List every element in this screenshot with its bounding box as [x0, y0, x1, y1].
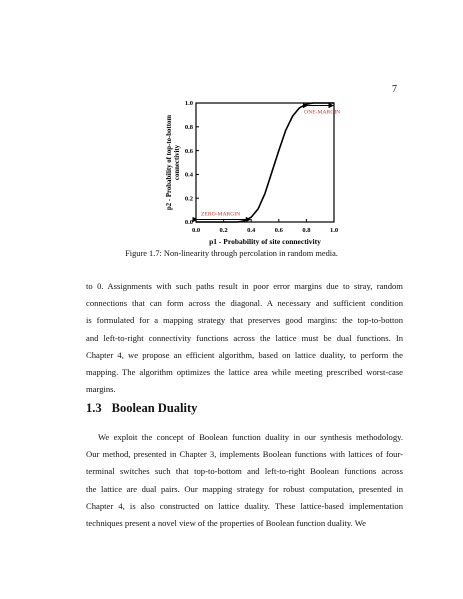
y-tick-label: 0.6	[184, 147, 193, 155]
section-heading	[86, 401, 197, 416]
y-axis-label: p2 - Probability of top-to-bottom	[166, 114, 173, 211]
y-tick-label: 1.0	[184, 100, 193, 108]
paragraph-line: the lattice are dual pairs. Our mapping strategy for robust computation, presented in	[86, 483, 403, 494]
annotation-label: ONE-MARGIN	[304, 109, 341, 116]
y-tick-label: 0.4	[184, 171, 193, 179]
series-line	[196, 103, 334, 222]
paragraph-line: and left-to-right connectivity functions across the lattice must be dual functions. In	[86, 332, 403, 343]
x-tick-label: 0.6	[274, 227, 283, 234]
x-axis-label: p1 - Probability of site connectivity	[209, 237, 321, 246]
paragraph-line: margins.	[86, 384, 116, 395]
figure-caption: Figure 1.7: Non-linearity through percolation in random media.	[125, 249, 338, 258]
paragraph-1	[86, 278, 403, 398]
section-title: Boolean Duality	[111, 401, 198, 415]
annotation-label: ZERO-MARGIN	[201, 211, 241, 218]
y-tick-label: 0.0	[184, 219, 193, 227]
y-tick-label: 0.2	[184, 195, 193, 203]
paragraph-line: terminal switches such that top-to-bottom and left-to-right Boolean functions across	[86, 466, 403, 477]
x-tick-label: 0.8	[302, 227, 311, 234]
section-number: 1.3	[86, 401, 102, 415]
plot-frame	[196, 103, 334, 222]
y-axis-label: connectivity	[174, 144, 181, 181]
paragraph-line: mapping. The algorithm optimizes the lattice area while meeting prescribed worst-case	[86, 366, 403, 377]
paragraph-line: Chapter 4, is also constructed on lattice duality. These lattice-based implementation	[86, 500, 403, 511]
paragraph-line: is formulated for a mapping strategy that preserves good margins: the top-to-botton	[86, 315, 403, 326]
paragraph-line: connections that can form across the diagonal. A necessary and sufficient condition	[86, 298, 403, 309]
page-number: 7	[392, 84, 397, 95]
paragraph-line: to 0. Assignments with such paths result in poor error margins due to stray, random	[86, 281, 403, 291]
paragraph-line: Chapter 4, we propose an efficient algorithm, based on lattice duality, to perform the	[86, 349, 403, 360]
paragraph-line: Our method, presented in Chapter 3, implements Boolean functions with lattices of four-	[86, 449, 403, 460]
paragraph-2	[86, 429, 403, 532]
percolation-figure	[150, 90, 341, 246]
paragraph-line: We exploit the concept of Boolean function duality in our synthesis methodology.	[98, 432, 403, 442]
x-tick-label: 0.4	[247, 227, 256, 234]
x-tick-label: 1.0	[329, 227, 339, 234]
paragraph-line: techniques present a novel view of the properties of Boolean function duality. We	[86, 517, 366, 528]
x-tick-label: 0.0	[191, 227, 201, 234]
x-tick-label: 0.2	[219, 227, 228, 234]
y-tick-label: 0.8	[184, 124, 193, 131]
